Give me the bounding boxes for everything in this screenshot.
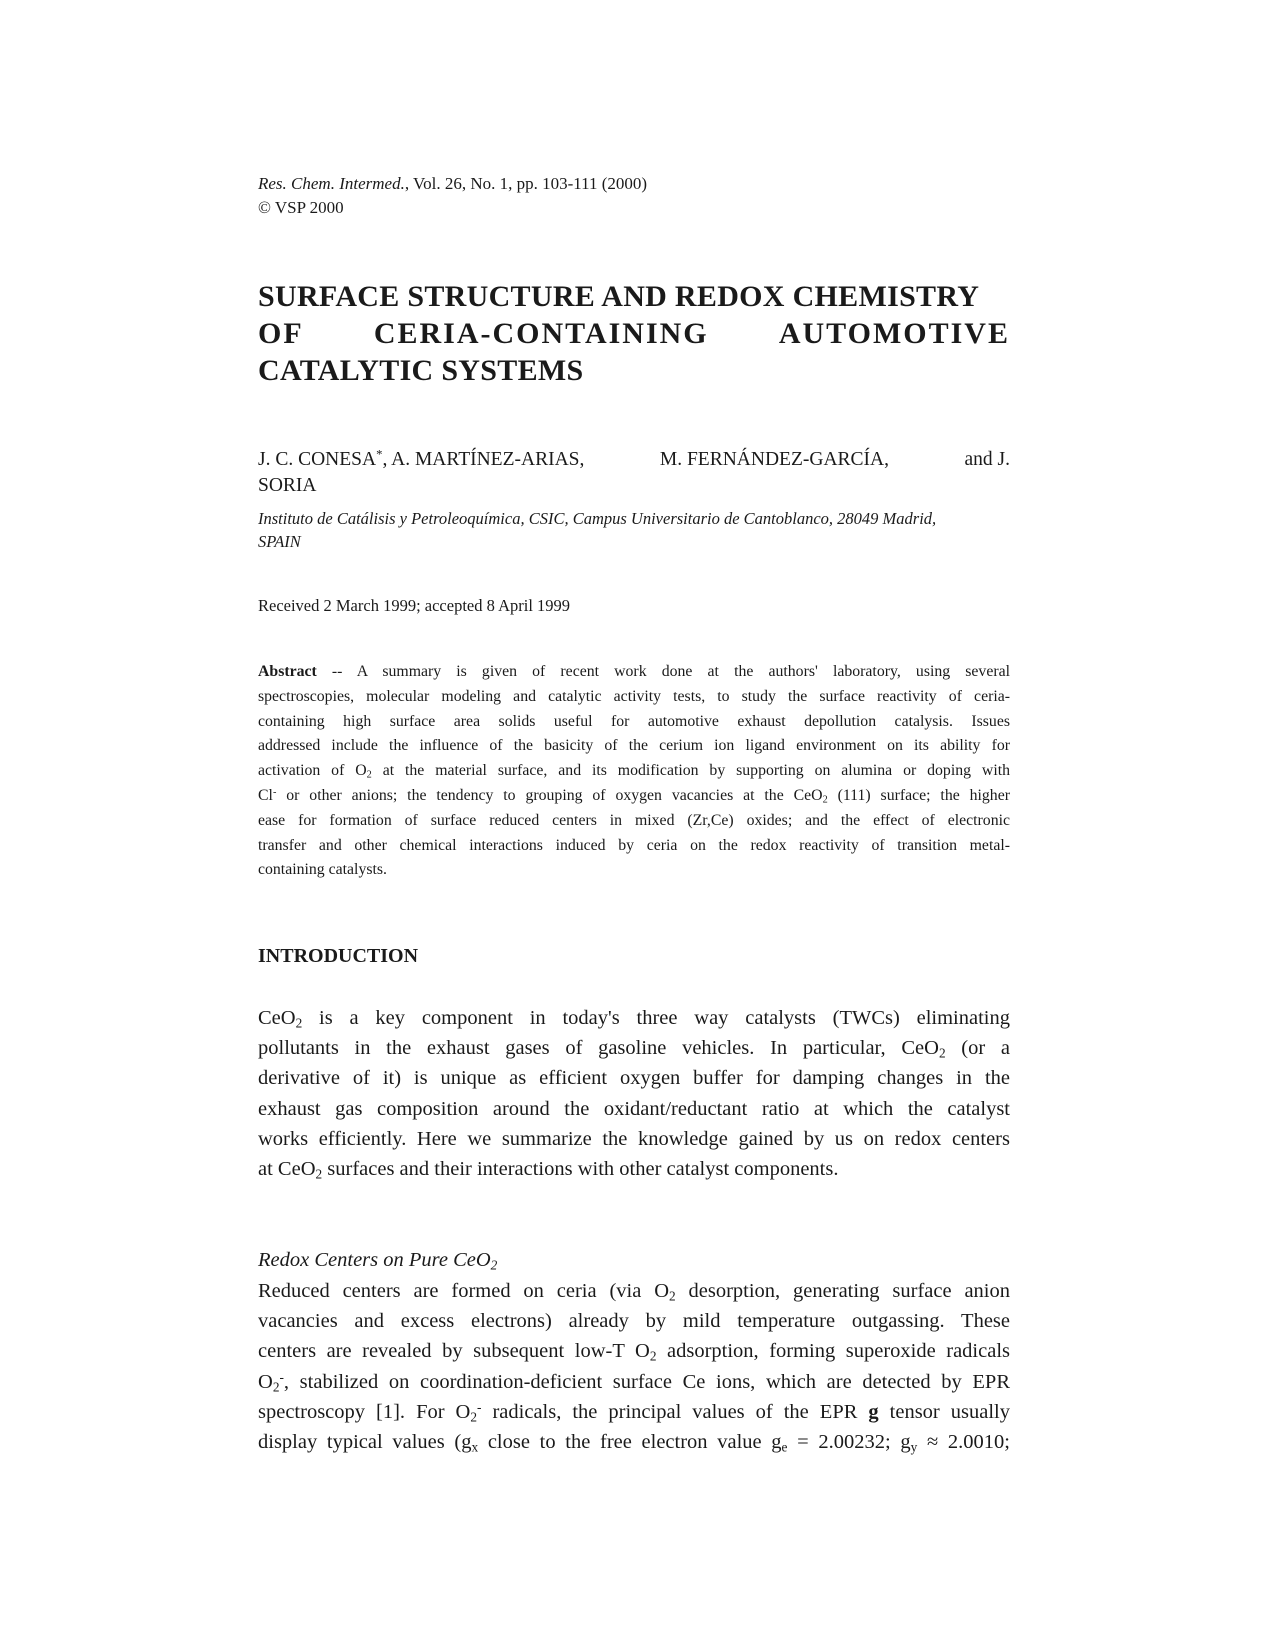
copyright-line: © VSP 2000 — [258, 198, 344, 217]
redox-centers-paragraph: Reduced centers are formed on ceria (via $O_2$ desorption, generating surface anion vacancies and excess electrons) already by mild temperature outgassing. These centers are revealed by subsequent low-T $O_2$ adsorption, forming superoxide radicals $O_2^-$, stabilized on coordination-deficient surface Ce ions, which are detected by EPR spectroscopy [1]. For $O_2^-$ radicals, the principal values of the EPR g tensor usually display typical values ($g_x$ close to the free electron value $g_e = 2.00232$; $g_y \approx 2.0010$; — [258, 1280, 1010, 1455]
author-list — [258, 447, 1010, 499]
abstract-label: Abstract — [258, 663, 317, 680]
affiliation: Instituto de Catálisis y Petroleoquímica, CSIC, Campus Universitario de Cantoblanco, 28049 Madrid, SPAIN — [258, 509, 937, 551]
journal-header — [258, 172, 1010, 220]
citation-line: Res. Chem. Intermed., Vol. 26, No. 1, pp. 103-111 (2000) — [258, 174, 648, 193]
section-heading-introduction: INTRODUCTION — [258, 945, 419, 967]
corresponding-author-mark: * — [376, 447, 383, 462]
abstract: Abstract -- A summary is given of recent work done at the authors' laboratory, using several spectroscopies, molecular modeling and catalytic activity tests, to study the surface reactivity of ceria- containing high surface area solids useful for automotive exhaust depollution catalysis. Issues addressed include the influence of the basicity of the cerium ion ligand environment on its ability for activation of $O_2$ at the material surface, and its modification by supporting on alumina or doping with Cl- or other anions; the tendency to grouping of oxygen vacancies at the CeO$_2$ (111) surface; the higher ease for formation of surface reduced centers in mixed (Zr,Ce) oxides; and the effect of electronic transfer and other chemical interactions induced by ceria on the redox reactivity of transition metal- containing catalysts. — [258, 663, 1010, 879]
received-date: Received 2 March 1999; accepted 8 April 1999 — [258, 596, 571, 615]
journal-name: Res. Chem. Intermed. — [258, 174, 405, 193]
title-line-3: CATALYTIC SYSTEMS — [258, 354, 584, 387]
paper-title — [258, 278, 1010, 389]
author-line-2: SORIA — [258, 475, 317, 496]
subsection-heading-redox-centers: Redox Centers on Pure CeO$_2$ — [258, 1249, 498, 1273]
introduction-paragraph: CeO$_2$ is a key component in today's three way catalysts (TWCs) eliminating pollutants in the exhaust gases of gasoline vehicles. In particular, CeO$_2$ (or a derivative of it) is unique as efficient oxygen buffer for damping changes in the exhaust gas composition around the oxidant/reductant ratio at which the catalyst works efficiently. Here we summarize the knowledge gained by us on redox centers at CeO$_2$ surfaces and their interactions with other catalyst components. — [258, 1007, 1010, 1182]
title-line-1: SURFACE STRUCTURE AND REDOX CHEMISTRY — [258, 280, 980, 313]
title-line-2: OF CERIA-CONTAINING AUTOMOTIVE — [258, 317, 1010, 350]
author-line-1: J. C. CONESA*, A. MARTÍNEZ-ARIAS, M. FERNÁNDEZ-GARCÍA, and J. — [258, 447, 1010, 470]
